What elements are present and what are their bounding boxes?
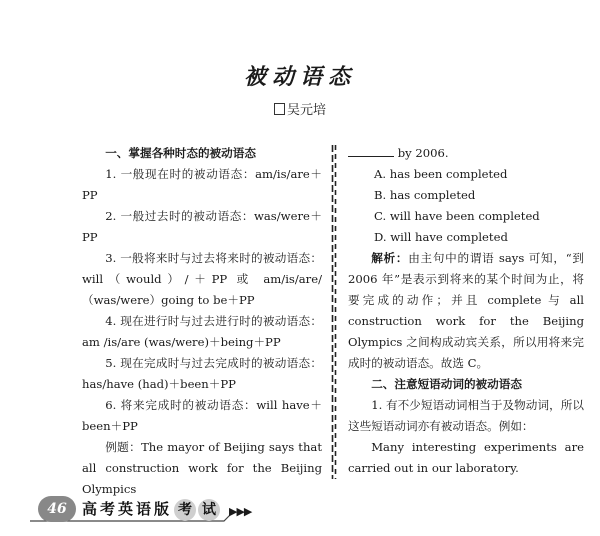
- page-title: 被动语态: [243, 65, 356, 90]
- author-name: 吴元培: [286, 103, 326, 118]
- example-sentence: Many interesting experiments are carried out in our laboratory.: [348, 440, 584, 475]
- analysis-label: 解析：: [371, 251, 409, 265]
- answer-blank: [348, 144, 394, 157]
- footer-title: [82, 497, 220, 522]
- option-b: B. has completed: [374, 188, 476, 202]
- footer-circle-kao: 考: [174, 499, 196, 521]
- column-divider: [331, 145, 337, 479]
- section2-text: 1. 有不少短语动词相当于及物动词，所以这些短语动词亦有被动语态。例如：: [348, 398, 584, 433]
- option-c: C. will have been completed: [374, 209, 540, 223]
- rule-item-4: 4. 现在进行时与过去进行时的被动语态：am /is/are (was/were)＋being＋PP: [82, 314, 322, 349]
- example-question: 例题：The mayor of Beijing says that all construction work for the Beijing Olympics: [82, 440, 322, 496]
- question-tail: [348, 143, 584, 164]
- analysis-text: 由主句中的谓语 says 可知，“到 2006 年”是表示到将来的某个时间为止，将要完成的动作；并且 complete 与 all construction work for the Beijing Olympics 之间构成动宾关系，所以用将来完成时的被动语态。故选 C。: [348, 251, 584, 370]
- footer-circle-shi: 试: [198, 499, 220, 521]
- option-d: D. will have completed: [374, 230, 508, 244]
- left-column: [82, 143, 322, 500]
- rule-item-3: 3. 一般将来时与过去将来时的被动语态：will（would）/＋PP 或 am/is/are/（was/were）going to be＋PP: [82, 251, 322, 307]
- rule-item-2: 2. 一般过去时的被动语态：was/were＋PP: [82, 209, 322, 244]
- section-heading-2: 二、注意短语动词的被动语态: [371, 377, 522, 391]
- rule-item-5: 5. 现在完成时与过去完成时的被动语态：has/have (had)＋been＋PP: [82, 356, 322, 391]
- page-number-badge: 46: [38, 496, 76, 522]
- section-heading-1: 一、掌握各种时态的被动语态: [105, 146, 256, 160]
- analysis: [348, 248, 584, 374]
- right-column: [348, 143, 584, 479]
- footer-arrows: ▶▶▶: [229, 505, 252, 518]
- rule-item-1: 1. 一般现在时的被动语态：am/is/are＋PP: [82, 167, 322, 202]
- author-line: [0, 99, 600, 118]
- rule-item-6: 6. 将来完成时的被动语态：will have＋been＋PP: [82, 398, 322, 433]
- author-box-icon: [274, 103, 285, 115]
- footer-title-text: 高考英语版: [82, 500, 173, 518]
- option-a: A. has been completed: [374, 167, 508, 181]
- question-tail-text: by 2006.: [397, 146, 449, 160]
